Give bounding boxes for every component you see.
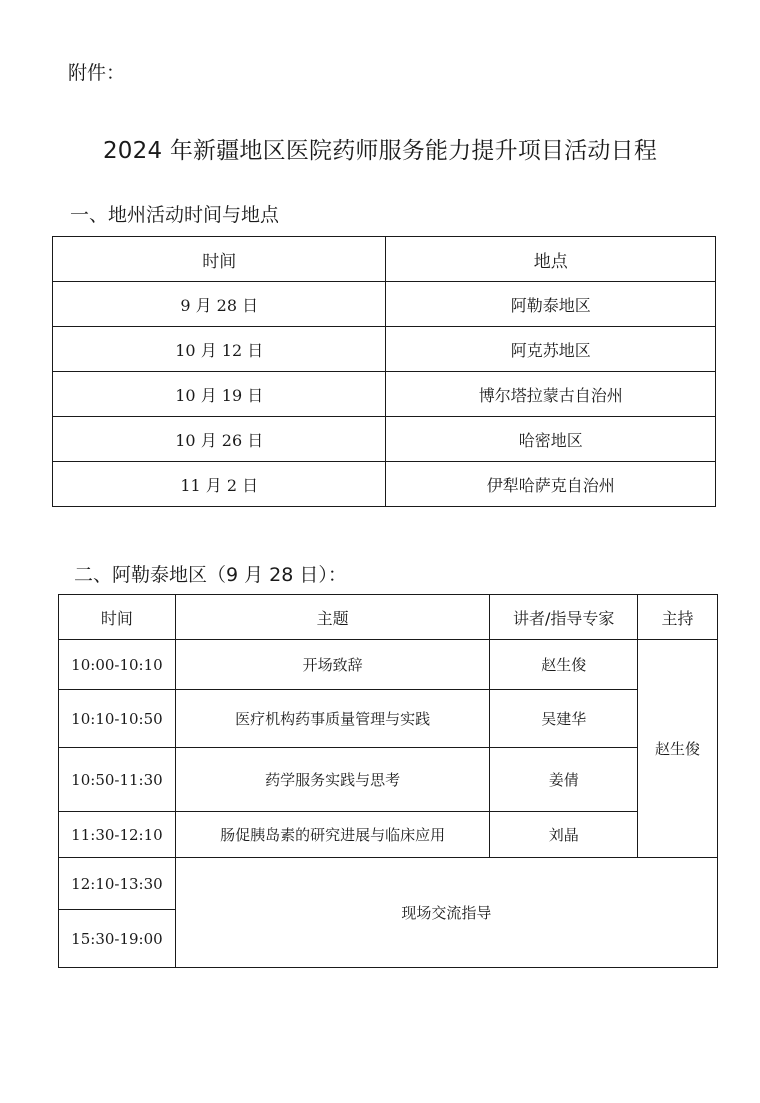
- session-time: 11:30-12:10: [59, 812, 176, 858]
- table-row: [53, 282, 716, 327]
- table-row: [59, 640, 718, 690]
- agenda-table: [58, 594, 718, 968]
- table-header-row: [53, 237, 716, 282]
- table-row: [53, 327, 716, 372]
- header-host: 主持: [638, 595, 718, 640]
- table-row: [53, 462, 716, 507]
- header-topic: 主题: [175, 595, 489, 640]
- header-time: 时间: [53, 237, 386, 282]
- table-row: [53, 417, 716, 462]
- table-row: [59, 858, 718, 910]
- row-place: 阿克苏地区: [386, 327, 716, 372]
- row-date: 10 月 19 日: [53, 372, 386, 417]
- session-topic: 肠促胰岛素的研究进展与临床应用: [175, 812, 489, 858]
- row-date: 11 月 2 日: [53, 462, 386, 507]
- session-topic: 开场致辞: [175, 640, 489, 690]
- row-place: 伊犁哈萨克自治州: [386, 462, 716, 507]
- section1-heading: 一、地州活动时间与地点: [70, 204, 280, 226]
- location-schedule-table: [52, 236, 716, 507]
- row-place: 哈密地区: [386, 417, 716, 462]
- session-topic: 医疗机构药事质量管理与实践: [175, 690, 489, 748]
- row-place: 博尔塔拉蒙古自治州: [386, 372, 716, 417]
- row-place: 阿勒泰地区: [386, 282, 716, 327]
- header-place: 地点: [386, 237, 716, 282]
- session-speaker: 赵生俊: [490, 640, 638, 690]
- table-row: [59, 812, 718, 858]
- session-host: 赵生俊: [638, 640, 718, 858]
- attachment-label: 附件：: [68, 62, 126, 84]
- session-topic-exchange: 现场交流指导: [175, 858, 717, 968]
- session-time: 10:10-10:50: [59, 690, 176, 748]
- session-speaker: 刘晶: [490, 812, 638, 858]
- row-date: 10 月 12 日: [53, 327, 386, 372]
- session-time: 10:00-10:10: [59, 640, 176, 690]
- session-speaker: 姜倩: [490, 748, 638, 812]
- table-row: [59, 690, 718, 748]
- row-date: 10 月 26 日: [53, 417, 386, 462]
- session-time: 15:30-19:00: [59, 910, 176, 968]
- session-time: 10:50-11:30: [59, 748, 176, 812]
- header-speaker: 讲者/指导专家: [490, 595, 638, 640]
- table-header-row: [59, 595, 718, 640]
- table-row: [59, 748, 718, 812]
- header-time: 时间: [59, 595, 176, 640]
- section2-heading: 二、阿勒泰地区（9 月 28 日）：: [74, 564, 347, 586]
- session-time: 12:10-13:30: [59, 858, 176, 910]
- document-title: 2024 年新疆地区医院药师服务能力提升项目活动日程: [102, 138, 658, 164]
- session-topic: 药学服务实践与思考: [175, 748, 489, 812]
- session-speaker: 吴建华: [490, 690, 638, 748]
- table-row: [53, 372, 716, 417]
- row-date: 9 月 28 日: [53, 282, 386, 327]
